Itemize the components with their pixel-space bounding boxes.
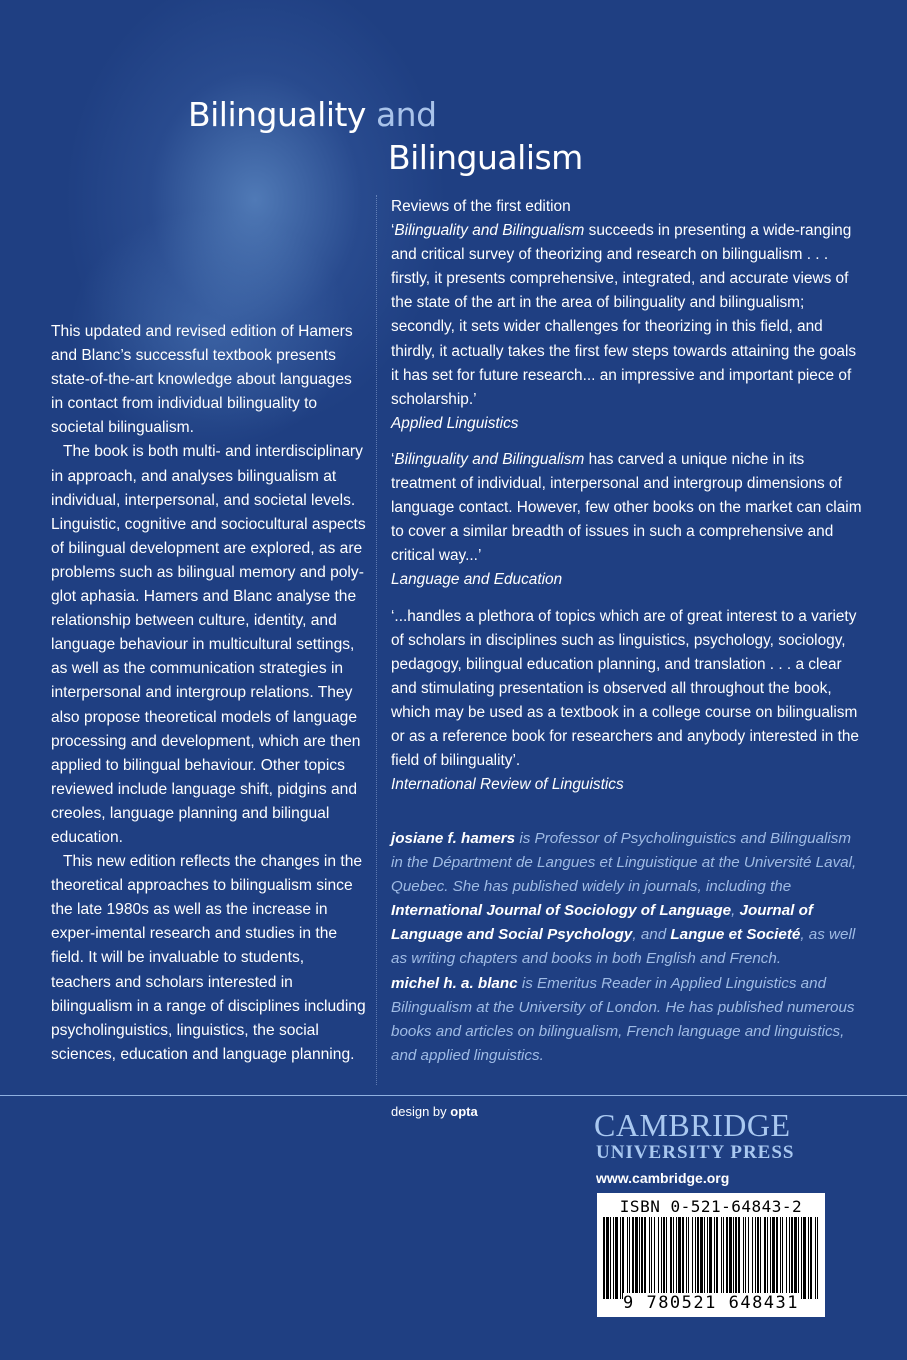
barcode-bar: [748, 1217, 749, 1299]
barcode-bar: [641, 1217, 643, 1299]
barcode-bar: [658, 1217, 659, 1299]
barcode-bar: [786, 1217, 787, 1299]
barcode-bar: [757, 1217, 759, 1299]
designer-name: opta: [450, 1104, 478, 1119]
barcode-bar: [644, 1217, 646, 1299]
barcode-bar: [629, 1217, 630, 1299]
barcode-bar: [745, 1217, 746, 1299]
barcode-bar: [709, 1217, 712, 1299]
barcode-bar: [661, 1217, 662, 1299]
footer-divider: [0, 1095, 907, 1096]
barcode-bar: [815, 1217, 816, 1299]
review-2-book-title: Bilinguality and Bilingualism: [394, 450, 585, 468]
cambridge-logo: [594, 1108, 834, 1164]
review-2-source: Language and Education: [391, 571, 563, 589]
barcode-bar: [721, 1217, 722, 1299]
barcode-bar: [627, 1217, 628, 1299]
barcode-bar: [729, 1217, 732, 1299]
description-paragraph-3: This new edition reflects the changes in the theoretical approaches to bilingualism since the late 1980s as well as the increase in exper-imental research and studies in the field. It will be invaluable to students, teachers and scholars interested in bilingualism in a range of disciplines including psycholinguistics, linguistics, the social sciences, education and language planning.: [51, 853, 366, 1063]
barcode-bar: [649, 1217, 650, 1299]
title-word-and: [366, 95, 437, 134]
reviews-heading: Reviews of the first edition: [391, 198, 571, 215]
barcode-bar: [610, 1217, 611, 1299]
title-word-bilinguality: Bilinguality: [188, 95, 366, 134]
review-3-quote: ‘...handles a plethora of topics which are of great interest to a variety of scholars in disciplines such as linguistics, psychology, sociology, pedagogy, bilingual education planning, and translation . . . a clear and stimulating presentation is observed all throughout the book, which may be used as a textbook in a college course on bilingualism or as a reference book for researchers and anybody interested in the field of bilinguality’.: [391, 607, 859, 770]
barcode-bar: [782, 1217, 783, 1299]
design-credit-label: design by: [391, 1104, 451, 1119]
barcode-bar: [723, 1217, 724, 1299]
column-divider: [376, 195, 377, 1085]
review-1-book-title: Bilinguality and Bilingualism: [394, 222, 585, 240]
review-1-quote: [391, 219, 866, 412]
design-credit: [391, 1103, 478, 1121]
book-title-line1: [188, 96, 437, 134]
barcode-bar: [767, 1217, 768, 1299]
barcode-bar: [817, 1217, 818, 1299]
barcode-bar: [716, 1217, 718, 1299]
review-3-source: International Review of Linguistics: [391, 776, 624, 794]
barcode-bar: [695, 1217, 696, 1299]
book-description: [51, 320, 367, 1067]
barcode: [597, 1193, 825, 1317]
barcode-bar: [733, 1217, 734, 1299]
barcode-bar: [760, 1217, 761, 1299]
author-name-blanc: michel h. a. blanc: [391, 974, 518, 992]
review-1-source: Applied Linguistics: [391, 414, 519, 432]
barcode-bar: [780, 1217, 781, 1299]
barcode-bar: [622, 1217, 624, 1299]
title-and-text: and: [375, 95, 437, 134]
review-1-open-quote: ‘: [391, 222, 395, 240]
author-bio-hamers: [391, 827, 866, 972]
barcode-bar: [663, 1217, 665, 1299]
journal-separator-1: ,: [731, 902, 740, 920]
barcode-bar: [714, 1217, 715, 1299]
barcode-bar: [670, 1217, 672, 1299]
book-title-line2: Bilingualism: [388, 138, 583, 177]
barcode-bar: [789, 1217, 790, 1299]
barcode-bar: [770, 1217, 771, 1299]
barcode-bar: [639, 1217, 640, 1299]
ean-number: [601, 1293, 821, 1313]
barcode-bar: [666, 1217, 667, 1299]
barcode-bar: [700, 1217, 703, 1299]
journal-separator-2: , and: [632, 926, 671, 944]
barcode-bar: [606, 1217, 609, 1299]
publisher-subtitle: UNIVERSITY PRESS: [596, 1142, 795, 1163]
barcode-bar: [676, 1217, 677, 1299]
barcode-bar: [726, 1217, 728, 1299]
barcode-bar: [615, 1217, 618, 1299]
barcode-bar: [654, 1217, 655, 1299]
author-bios: [391, 827, 866, 1068]
barcode-bar: [810, 1217, 812, 1299]
barcode-bar: [803, 1217, 806, 1299]
barcode-bar: [635, 1217, 638, 1299]
description-paragraph-1: This updated and revised edition of Hamers and Blanc’s successful textbook presents state-of-the-art knowledge about languages in contact from individual bilinguality to societal bilingualism.: [51, 323, 353, 437]
review-2-open-quote: ‘: [391, 450, 395, 468]
barcode-bar: [772, 1217, 775, 1299]
publisher-website: www.cambridge.org: [596, 1170, 730, 1186]
author-bio-blanc: [391, 972, 866, 1068]
barcode-bar: [704, 1217, 705, 1299]
barcode-bar: [682, 1217, 684, 1299]
reviews-section: [391, 195, 866, 809]
barcode-bar: [738, 1217, 740, 1299]
barcode-bar: [603, 1217, 605, 1299]
barcode-bar: [686, 1217, 687, 1299]
barcode-bar: [697, 1217, 699, 1299]
review-3: [391, 605, 866, 798]
barcode-bar: [776, 1217, 778, 1299]
author-bio-blanc-text: is Emeritus Reader in Applied Linguistics and Bilingualism at the University of London. He has published numerous books and articles on bilingualism, French language and linguistics, and applied linguistics.: [391, 974, 855, 1064]
review-2: [391, 448, 866, 593]
barcode-bar: [692, 1217, 693, 1299]
barcode-bar: [801, 1217, 802, 1299]
barcode-bar: [752, 1217, 753, 1299]
author-name-hamers: josiane f. hamers: [391, 830, 516, 847]
journal-title-3: Langue et Societé: [670, 926, 801, 944]
review-2-quote: [391, 448, 866, 568]
barcode-bar: [632, 1217, 634, 1299]
barcode-bar: [673, 1217, 674, 1299]
author-bio-hamers-text-1: is Professor of Psycholinguistics and Bilingualism in the Départment de Langues et Linguistique at the Université Laval, Quebec. She has published widely in journals, including the: [391, 830, 857, 896]
journal-title-1: International Journal of Sociology of Language: [391, 902, 732, 920]
barcode-bar: [808, 1217, 809, 1299]
review-1-text: succeeds in presenting a wide-ranging and critical survey of theorizing and research on bilingualism . . . firstly, it presents comprehensive, integrated, and accurate views of the state of the art in the area of bilinguality and bilingualism; secondly, it sets wider challenges for theorizing in this field, and thirdly, it actually takes the first few steps towards attaining the goals it has set for future research... an impressive and important piece of scholarship.’: [391, 222, 857, 408]
barcode-bar: [794, 1217, 797, 1299]
publisher-name: CAMBRIDGE: [594, 1107, 791, 1143]
barcode-bar: [620, 1217, 621, 1299]
barcode-bar: [651, 1217, 652, 1299]
barcode-bar: [755, 1217, 756, 1299]
barcode-bar: [791, 1217, 793, 1299]
barcode-bar: [743, 1217, 744, 1299]
ean-digits: 9 780521 648431: [622, 1293, 800, 1313]
barcode-bar: [707, 1217, 708, 1299]
author-bio-hamers-text-2: , as well as writing chapters and books in both English and French.: [391, 926, 856, 968]
description-paragraph-2: The book is both multi- and interdisciplinary in approach, and analyses bilingualism at individual, interpersonal, and societal levels. Linguistic, cognitive and sociocultural aspects of bilingual development are explored, as are problems such as bilingual memory and poly-glot aphasia. Hamers and Blanc analyse the relationship between culture, identity, and language behaviour in multicultural settings, as well as the communication strategies in interpersonal and intergroup relations. They also propose theoretical models of language processing and development, which are then applied to bilingual behaviour. Other topics reviewed include language shift, pidgins and creoles, language planning and bilingual education.: [51, 443, 366, 846]
review-2-text: has carved a unique niche in its treatment of individual, interpersonal and intergroup dimensions of language contact. However, few other books on the market can claim to cover a similar breadth of issues in such a comprehensive and critical way...’: [391, 450, 862, 565]
barcode-bar: [688, 1217, 689, 1299]
isbn-number: ISBN 0-521-64843-2: [619, 1197, 803, 1216]
barcode-bar: [764, 1217, 766, 1299]
barcode-bar: [613, 1217, 614, 1299]
journal-title-2: Journal of Language and Social Psychology: [391, 902, 813, 944]
barcode-bar: [735, 1217, 737, 1299]
barcode-bar: [678, 1217, 681, 1299]
review-1: [391, 219, 866, 436]
barcode-bar: [798, 1217, 799, 1299]
